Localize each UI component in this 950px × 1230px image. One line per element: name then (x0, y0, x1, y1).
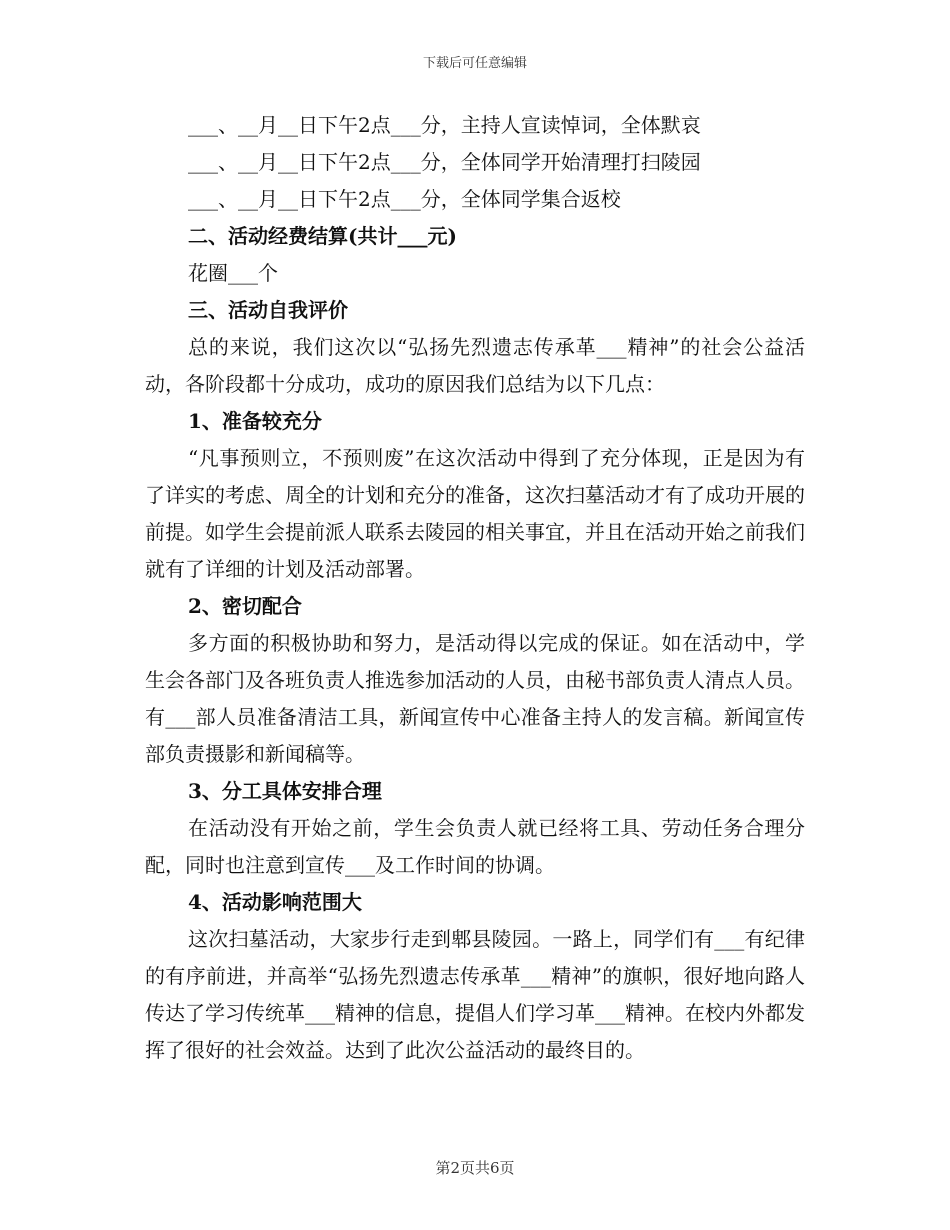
paragraph: 总的来说，我们这次以“弘扬先烈遗志传承革___精神”的社会公益活动，各阶段都十分成功，成功的原因我们总结为以下几点： (145, 335, 805, 396)
point-title: 4、活动影响范围大 (188, 890, 362, 914)
point-title: 3、分工具体安排合理 (188, 779, 382, 803)
paragraph: 多方面的积极协助和努力，是活动得以完成的保证。如在活动中，学生会各部门及各班负责人推选参加活动的人员，由秘书部负责人清点人员。有___部人员准备清洁工具，新闻宣传中心准备主持人的发言稿。新闻宣传部负责摄影和新闻稿等。 (145, 631, 805, 766)
section-heading: 二、活动经费结算(共计___元) (188, 224, 457, 248)
schedule-item: ___、__月__日下午2点___分，主持人宣读悼词，全体默哀 (188, 113, 701, 137)
schedule-item: ___、__月__日下午2点___分，全体同学开始清理打扫陵园 (188, 150, 701, 174)
expense-item: 花圈___个 (188, 261, 278, 285)
point-title: 1、准备较充分 (188, 409, 322, 433)
schedule-item: ___、__月__日下午2点___分，全体同学集合返校 (188, 187, 621, 211)
page-footer: 第2页共6页 (435, 1159, 515, 1177)
document-body (145, 107, 805, 1069)
paragraph: 在活动没有开始之前，学生会负责人就已经将工具、劳动任务合理分配，同时也注意到宣传___及工作时间的协调。 (145, 816, 805, 877)
point-title: 2、密切配合 (188, 594, 302, 618)
section-heading: 三、活动自我评价 (188, 298, 348, 322)
paragraph: 这次扫墓活动，大家步行走到郫县陵园。一路上，同学们有___有纪律的有序前进，并高举“弘扬先烈遗志传承革___精神”的旗帜，很好地向路人传达了学习传统革___精神的信息，提倡人们学习革___精神。在校内外都发挥了很好的社会效益。达到了此次公益活动的最终目的。 (145, 927, 805, 1062)
paragraph: “凡事预则立，不预则废”在这次活动中得到了充分体现，正是因为有了详实的考虑、周全的计划和充分的准备，这次扫墓活动才有了成功开展的前提。如学生会提前派人联系去陵园的相关事宜，并且在活动开始之前我们就有了详细的计划及活动部署。 (145, 446, 805, 581)
page-header: 下载后可任意编辑 (422, 56, 527, 71)
